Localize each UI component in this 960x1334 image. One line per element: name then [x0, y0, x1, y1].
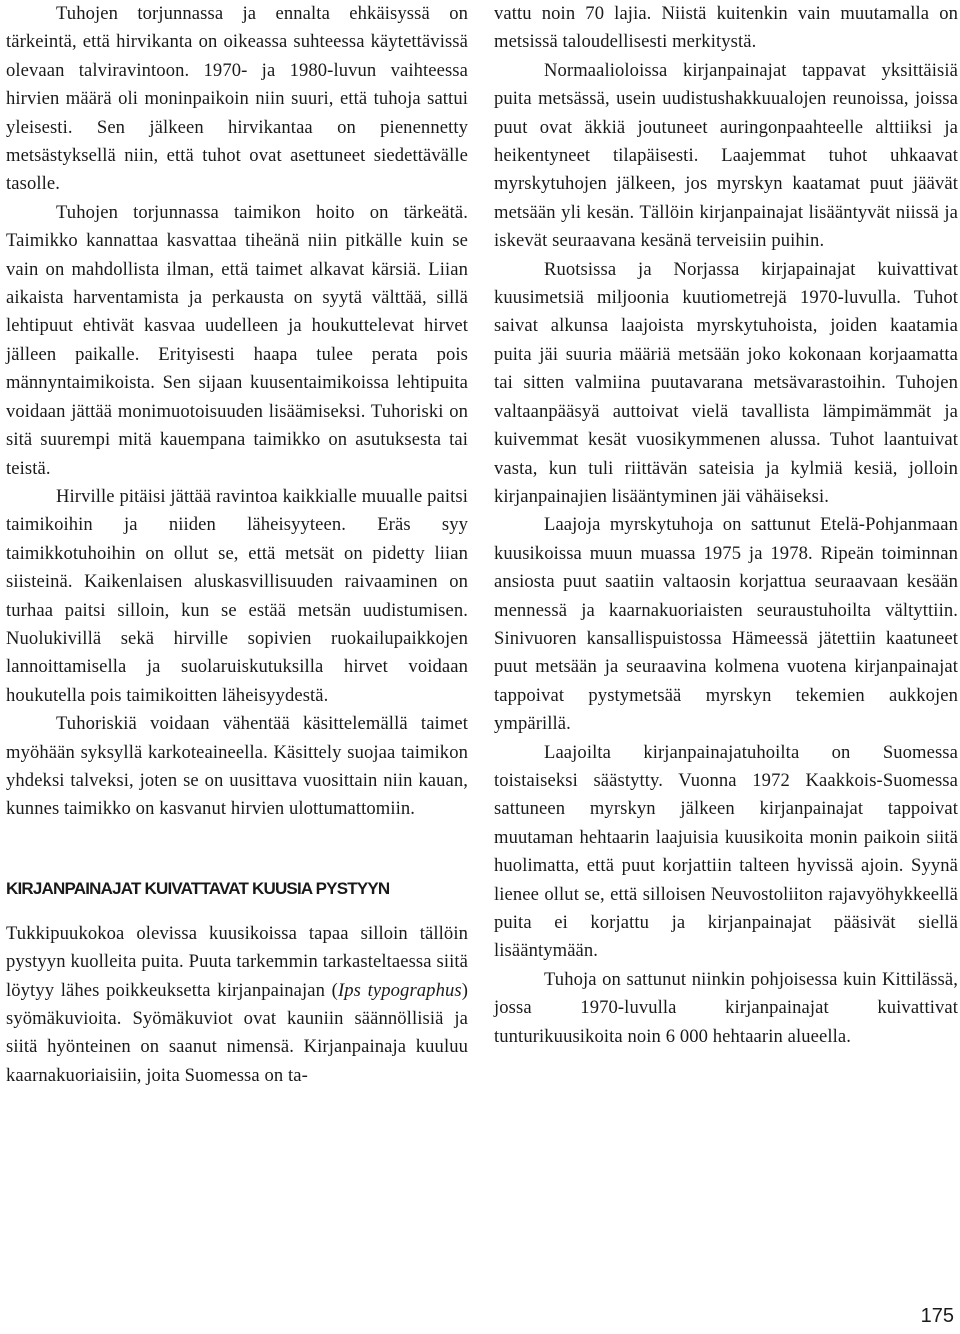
paragraph-continuation: vattu noin 70 lajia. Niistä kuitenkin vain muutamalla on metsissä taloudellisesti merkitystä.: [494, 3, 958, 53]
left-column: [6, 0, 468, 1090]
paragraph: Tuhoja on sattunut niinkin pohjoisessa kuin Kittilässä, jossa 1970-luvulla kirjanpainajat kuivattivat tunturikuusikoita noin 6 000 hehtaarin alueella.: [494, 968, 958, 1047]
paragraph: Tuhojen torjunnassa ja ennalta ehkäisyssä on tärkeintä, että hirvikanta on oikeassa suhteessa käytettävissä olevaan talviravintoon. 1970- ja 1980-luvun vaihteessa hirvien määrä oli moninpaikoin niin suuri, että tuhoja sattui yleisesti. Sen jälkeen hirvikantaa on pienennetty metsästyksellä niin, että tuhot ovat asettuneet siedettävälle tasolle.: [6, 3, 468, 195]
paragraph: Laajoja myrskytuhoja on sattunut Etelä-Pohjanmaan kuusikoissa muun muassa 1975 ja 1978. Ripeän toiminnan ansiosta puut saatiin valtaosin korjattua seuraavaan kesään mennessä ja kaarnakuoriaisten seuraustuhoilta vältyttiin. Sinivuoren kansallispuistossa Hämeessä jätettiin kaatuneet puut metsään ja seuraavina kolmena vuotena kirjanpainajat tappoivat pystymetsää myrskyn tekemien aukkojen ympärillä.: [494, 514, 958, 735]
paragraph: Laajoilta kirjanpainajatuhoilta on Suomessa toistaiseksi säästytty. Vuonna 1972 Kaakkois-Suomessa sattuneen myrskyn jälkeen kirjanpainajat tappoivat muutaman hehtaarin laajuisia kuusikoita monin paikoin siitä huolimatta, että puut korjattiin talteen hyvissä ajoin. Syynä lienee ollut se, että silloisen Neuvostoliiton rajavyöhykkeellä puita ei korjattu ja kirjanpainajat pääsivät siellä lisääntymään.: [494, 741, 958, 962]
paragraph: Hirville pitäisi jättää ravintoa kaikkialle muualle paitsi taimikoihin ja niiden läheisyyteen. Eräs syy taimikkotuhoihin on ollut se, että metsät on pidetty liian siisteinä. Kaikenlaisen aluskasvillisuuden raivaaminen on turhaa paitsi silloin, kun se estää metsän uudistumisen. Nuolukivillä sekä hirville sopivien ruokailupaikkojen lannoittamisella ja suolaruiskutuksilla hirvet voidaan houkutella pois taimikoitten läheisyydestä.: [6, 485, 468, 706]
paragraph-text: Tukkipuukokoa olevissa kuusikoissa tapaa silloin tällöin pystyyn kuolleita puita. Puuta tarkemmin tarkasteltaessa siitä löytyy lähes poikkeuksetta kirjanpainajan (: [6, 922, 468, 1001]
page-number: 175: [920, 1305, 954, 1327]
right-column: [494, 0, 958, 1051]
paragraph-text: ) syömäkuvioita. Syömäkuviot ovat kauniin säännöllisiä ja siitä hyönteinen on saanut nimensä. Kirjanpainaja kuuluu kaarnakuoriaisiin, joita Suomessa on ta-: [6, 979, 469, 1086]
paragraph: Tuhojen torjunnassa taimikon hoito on tärkeätä. Taimikko kannattaa kasvattaa tiheänä niin pitkälle kuin se vain on mahdollista ilman, että taimet alkavat kärsiä. Liian aikaista harventamista ja perkausta on syytä välttää, sillä lehtipuut ehtivät kasvaa uudelleen ja houkuttelevat hirvet jälleen paikalle. Erityisesti haapa tulee perata pois männyntaimikoista. Sen sijaan kuusentaimikoissa lehtipuita voidaan jättää monimuotoisuuden lisäämiseksi. Tuhoriski on sitä suurempi mitä kauempana taimikko on asutuksesta tai teistä.: [6, 201, 468, 479]
paragraph: Tuhoriskiä voidaan vähentää käsittelemällä taimet myöhään syksyllä karkoteaineella. Käsittely suojaa taimikon yhdeksi talveksi, joten se on uusittava vuosittain niin kauan, kunnes taimikko on kasvanut hirvien ulottumattomiin.: [6, 713, 468, 820]
section-heading: KIRJANPAINAJAT KUIVATTAVAT KUUSIA PYSTYYN: [6, 878, 390, 898]
paragraph: [6, 920, 468, 1090]
species-name: Ips typographus: [337, 979, 462, 1001]
paragraph: Ruotsissa ja Norjassa kirjapainajat kuivattivat kuusimetsiä miljoonia kuutiometrejä 1970-luvulla. Tuhot saivat alkunsa laajoista myrskytuhoista, joiden kaatamia puita jäi suuria määriä metsään joko kokonaan korjaamatta tai sitten valmiina puutavarana metsävarastoihin. Tuhojen valtaanpääsyä auttoivat vielä tavallista lämpimämmät ja kuivemmat kesät vuosikymmenen alussa. Tuhot laantuivat vasta, kun tuli riittävän sateisia ja kylmiä kesiä, jolloin kirjanpainajien lisääntyminen jäi vähäiseksi.: [494, 258, 958, 507]
paragraph: Normaalioloissa kirjanpainajat tappavat yksittäisiä puita metsässä, usein uudistushakkuualojen reunoissa, joissa puut ovat äkkiä joutuneet auringonpaahteelle alttiiksi ja heikentyneet tilapäisesti. Laajemmat tuhot uhkaavat myrskytuhojen jälkeen, jos myrskyn kaatamat puut jäävät metsään yli kesän. Tällöin kirjanpainajat lisääntyvät niissä ja iskevät seuraavana kesänä terveisiin puihin.: [494, 59, 958, 252]
